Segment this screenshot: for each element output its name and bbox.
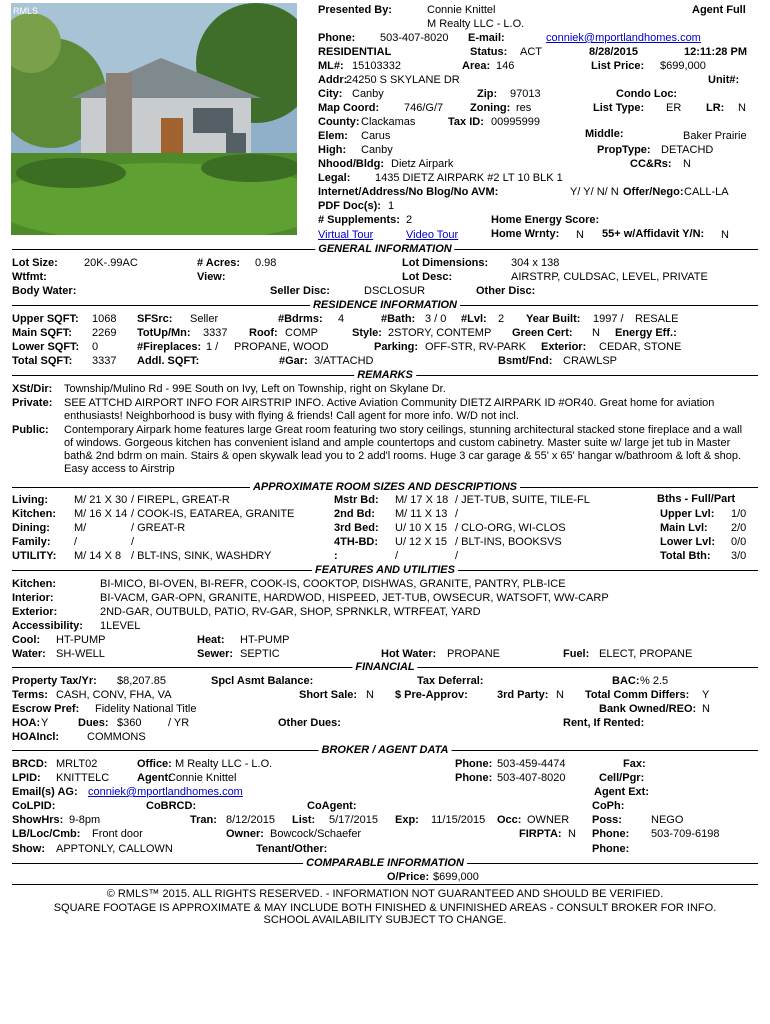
addr-label: Addr: [318, 74, 348, 86]
b-email-link[interactable]: conniek@mportlandhomes.com [88, 786, 243, 798]
room-label: : [334, 550, 338, 562]
section-comparable: COMPARABLE INFORMATION [12, 856, 758, 870]
gar-label: #Gar: [279, 355, 308, 367]
fax-label: Fax: [623, 758, 646, 770]
phone3: 503-709-6198 [651, 828, 720, 840]
phone-label: Phone: [318, 32, 356, 44]
room-size: M/ [74, 522, 87, 534]
time: 12:11:28 PM [684, 46, 747, 58]
room-size: U/ 12 X 15 [395, 536, 447, 548]
tax: 00995999 [491, 116, 540, 128]
room-label: Mstr Bd: [334, 494, 379, 506]
bath-level-value: 2/0 [731, 522, 747, 534]
lpid: KNITTELC [56, 772, 110, 784]
year: 1997 / [593, 313, 624, 325]
tax-def-label: Tax Deferral: [417, 675, 484, 687]
pdf: 1 [388, 200, 395, 212]
agent-full: Agent Full [692, 4, 746, 16]
legal: 1435 DIETZ AIRPARK #2 LT 10 BLK 1 [375, 172, 563, 184]
upper-sqft: 1068 [92, 313, 117, 325]
date: 8/28/2015 [589, 46, 638, 58]
bdrms-label: #Bdrms: [278, 313, 323, 325]
body-water-label: Body Water: [12, 285, 77, 297]
high-label: High: [318, 144, 347, 156]
dues-per: / YR [168, 717, 190, 729]
acres: 0.98 [255, 257, 277, 269]
owner-label: Owner: [226, 828, 264, 840]
style-label: Style: [352, 327, 382, 339]
energy-label: Home Energy Score: [491, 214, 600, 226]
unit-label: Unit#: [708, 74, 740, 86]
presented-by-label: Presented By: [318, 4, 392, 16]
room-desc: / [131, 536, 135, 548]
lvl: 2 [498, 313, 505, 325]
f-kitchen-label: Kitchen: [12, 578, 56, 590]
warranty-label: Home Wrnty: [491, 228, 560, 240]
sfsrc-label: SFSrc: [137, 313, 173, 325]
company: M Realty LLC - L.O. [427, 18, 525, 30]
ml: 15103332 [352, 60, 401, 72]
totup-label: TotUp/Mn: [137, 327, 191, 339]
ccrs-label: CC&Rs: [630, 158, 672, 170]
short-sale-label: Short Sale: [299, 689, 358, 701]
phone: 503-407-8020 [380, 32, 449, 44]
upper-sqft-label: Upper SQFT: [12, 313, 79, 325]
section-rooms: APPROXIMATE ROOM SIZES AND DESCRIPTIONS [12, 480, 758, 494]
zip: 97013 [510, 88, 541, 100]
bath-level-value: 3/0 [731, 550, 747, 562]
showhrs: 9-8pm [69, 814, 101, 826]
section-financial: FINANCIAL [12, 660, 758, 674]
room-desc: / COOK-IS, EATAREA, GRANITE [131, 508, 295, 520]
phone2-label: Phone: [455, 772, 493, 784]
affidavit: N [721, 229, 729, 241]
public-remarks: Contemporary Airpark home features large Great room featuring two story ceilings, stunning architectural stacked stone fireplace and a wall of windows. Gorgeous kitchen has convenient island and ample countertops and custom cabinetry. Master suite w/ large jet tub in Master bath& 2nd bdrm on main. Stairs & open skywalk lead you to 2 add'l rooms. Huge 3 car garage & 55' x 65' hangar w/bathroom & loft & shop. Easy access to Airstrip [64, 424, 743, 475]
xst-label: XSt/Dir: [12, 383, 53, 395]
third-party-label: 3rd Party: [497, 689, 549, 701]
bath-level-label: Main Lvl: [660, 522, 708, 534]
seller-disc-label: Seller Disc: [270, 285, 330, 297]
supp-label: # Supplements: [318, 214, 400, 226]
lot-size-label: Lot Size: [12, 257, 58, 269]
section-general: GENERAL INFORMATION [12, 242, 758, 256]
section-features: FEATURES AND UTILITIES [12, 563, 758, 577]
email-link[interactable]: conniek@mportlandhomes.com [546, 32, 701, 44]
brcd: MRLT02 [56, 758, 98, 770]
room-size: / [395, 550, 399, 562]
room-size: / [74, 536, 78, 548]
escrow: Fidelity National Title [95, 703, 197, 715]
exterior: CEDAR, STONE [599, 341, 682, 353]
supp: 2 [406, 214, 413, 226]
occ: OWNER [527, 814, 570, 826]
area: 146 [496, 60, 515, 72]
room-label: Dining: [12, 522, 50, 534]
other-disc-label: Other Disc: [476, 285, 536, 297]
phone1-label: Phone: [455, 758, 493, 770]
internet: Y/ Y/ N/ N [570, 186, 619, 198]
middle-label: Middle: [585, 128, 624, 140]
photo-label: RMLS [13, 6, 39, 16]
affidavit-label: 55+ w/Affidavit Y/N: [602, 228, 705, 240]
zip-label: Zip: [477, 88, 498, 100]
lbloc-label: LB/Loc/Cmb: [12, 828, 81, 840]
county: Clackamas [361, 116, 416, 128]
condo-label: Condo Loc: [616, 88, 678, 100]
baths-title: Bths - Full/Part [657, 493, 736, 505]
prop-tax-label: Property Tax/Yr: [12, 675, 97, 687]
lpid-label: LPID: [12, 772, 41, 784]
roof: COMP [285, 327, 318, 339]
agent-label: Agent: [137, 772, 172, 784]
parking-label: Parking: [374, 341, 419, 353]
other-dues-label: Other Dues: [278, 717, 341, 729]
room-desc: / BLT-INS, SINK, WASHDRY [131, 550, 272, 562]
oprice-label: O/Price: [387, 871, 430, 883]
brcd-label: BRCD: [12, 758, 48, 770]
bath-level-value: 1/0 [731, 508, 747, 520]
resale: RESALE [635, 313, 679, 325]
residential: RESIDENTIAL [318, 46, 392, 58]
zoning: res [516, 102, 532, 114]
sewer: SEPTIC [240, 648, 280, 660]
office: M Realty LLC - L.O. [175, 758, 273, 770]
bac-label: BAC: [612, 675, 640, 687]
nhood-label: Nhood/Bldg: [318, 158, 384, 170]
list-type-label: List Type: [593, 102, 645, 114]
status-label: Status: [470, 46, 508, 58]
room-size: M/ 11 X 13 [395, 508, 448, 520]
room-label: Family: [12, 536, 51, 548]
b-email-label: Email(s) AG: [12, 786, 78, 798]
energy-eff-label: Energy Eff.: [615, 327, 677, 339]
fireplaces-type: PROPANE, WOOD [234, 341, 329, 353]
wtfmt-label: Wtfmt: [12, 271, 47, 283]
bank-owned-label: Bank Owned/REO: [599, 703, 697, 715]
house-photo [11, 3, 297, 235]
tran-label: Tran: [190, 814, 217, 826]
water: SH-WELL [56, 648, 105, 660]
parking: OFF-STR, RV-PARK [425, 341, 527, 353]
lvl-label: #Lvl: [461, 313, 487, 325]
map-label: Map Coord: [318, 102, 380, 114]
coagent-label: CoAgent: [307, 800, 357, 812]
heat-label: Heat: [197, 634, 225, 646]
room-size: M/ 16 X 14 [74, 508, 128, 520]
gar: 3/ATTACHD [314, 355, 374, 367]
video-tour-link[interactable]: Video Tour [406, 229, 459, 241]
footer-line3: SCHOOL AVAILABILITY SUBJECT TO CHANGE. [263, 914, 507, 926]
short-sale: N [366, 689, 374, 701]
pdf-label: PDF Doc(s): [318, 200, 381, 212]
poss: NEGO [651, 814, 684, 826]
sewer-label: Sewer: [197, 648, 234, 660]
elem-label: Elem: [318, 130, 348, 142]
agent-ext-label: Agent Ext: [594, 786, 649, 798]
fireplaces-label: #Fireplaces: [137, 341, 202, 353]
firpta: N [568, 828, 576, 840]
dues: $360 [117, 717, 142, 729]
roof-label: Roof: [249, 327, 278, 339]
bath-label: #Bath: [381, 313, 416, 325]
bac: % 2.5 [640, 675, 669, 687]
bdrms: 4 [338, 313, 345, 325]
owner: Bowcock/Schaefer [270, 828, 362, 840]
room-desc: / [455, 508, 459, 520]
ccrs: N [683, 158, 691, 170]
cool-label: Cool: [12, 634, 41, 646]
divider [12, 884, 758, 885]
seller-disc: DSCLOSUR [364, 285, 426, 297]
lbloc: Front door [92, 828, 143, 840]
oprice: $699,000 [433, 871, 479, 883]
room-desc: / GREAT-R [131, 522, 186, 534]
totup: 3337 [203, 327, 228, 339]
lr-label: LR: [706, 102, 725, 114]
water-label: Water: [12, 648, 46, 660]
prop-tax: $8,207.85 [117, 675, 166, 687]
section-residence: RESIDENCE INFORMATION [12, 298, 758, 312]
style: 2STORY, CONTEMP [388, 327, 492, 339]
spcl-label: Spcl Asmt Balance: [211, 675, 314, 687]
sfsrc: Seller [190, 313, 219, 325]
list-label: List: [292, 814, 316, 826]
tax-label: Tax ID: [448, 116, 484, 128]
hoaincl: COMMONS [87, 731, 146, 743]
offer: CALL-LA [684, 186, 729, 198]
lower-sqft-label: Lower SQFT: [12, 341, 80, 353]
preapprov-label: $ Pre-Approv: [395, 689, 468, 701]
city-label: City: [318, 88, 343, 100]
main-sqft: 2269 [92, 327, 117, 339]
bath-level-label: Upper Lvl: [660, 508, 715, 520]
lot-size: 20K-.99AC [84, 257, 138, 269]
exp: 11/15/2015 [431, 814, 486, 826]
exp-label: Exp: [395, 814, 419, 826]
escrow-label: Escrow Pref: [12, 703, 80, 715]
f-access-label: Accessibility: [12, 620, 83, 632]
private-label: Private: [12, 397, 53, 409]
cobrcd-label: CoBRCD: [146, 800, 197, 812]
colpid-label: CoLPID: [12, 800, 56, 812]
fireplaces: 1 / [206, 341, 219, 353]
room-desc: / JET-TUB, SUITE, TILE-FL [455, 494, 590, 506]
f-kitchen: BI-MICO, BI-OVEN, BI-REFR, COOK-IS, COOKTOP, DISHWAS, GRANITE, PANTRY, PLB-ICE [100, 578, 566, 590]
phone2: 503-407-8020 [497, 772, 566, 784]
zoning-label: Zoning: [470, 102, 511, 114]
phone1: 503-459-4474 [497, 758, 566, 770]
firpta-label: FIRPTA: [519, 828, 562, 840]
lot-dim: 304 x 138 [511, 257, 560, 269]
cool: HT-PUMP [56, 634, 106, 646]
area-label: Area: [462, 60, 491, 72]
cell-label: Cell/Pgr: [599, 772, 645, 784]
list: 5/17/2015 [329, 814, 378, 826]
hoa: Y [41, 717, 49, 729]
f-exterior: 2ND-GAR, OUTBULD, PATIO, RV-GAR, SHOP, SPRNKLR, WTRFEAT, YARD [100, 606, 481, 618]
office-label: Office: [137, 758, 172, 770]
showhrs-label: ShowHrs: [12, 814, 64, 826]
show-label: Show: [12, 843, 45, 855]
hoaincl-label: HOAIncl: [12, 731, 60, 743]
public-label: Public: [12, 424, 49, 436]
lot-dim-label: Lot Dimensions: [402, 257, 489, 269]
room-label: 2nd Bd: [334, 508, 375, 520]
footer-line2: SQUARE FOOTAGE IS APPROXIMATE & MAY INCLUDE BOTH FINISHED & UNFINISHED AREAS - CONSULT BROKER FOR INFO. [53, 902, 717, 914]
year-label: Year Built: [526, 313, 581, 325]
heat: HT-PUMP [240, 634, 290, 646]
poss-label: Poss: [592, 814, 622, 826]
phone3-label: Phone: [592, 828, 630, 840]
room-size: M/ 14 X 8 [74, 550, 122, 562]
bsmt: CRAWLSP [563, 355, 617, 367]
total-comm-label: Total Comm Differs: [585, 689, 690, 701]
show: APPTONLY, CALLOWN [56, 843, 173, 855]
internet-label: Internet/Address/No Blog/No AVM: [318, 186, 499, 198]
addr: 24250 S SKYLANE DR [346, 74, 460, 86]
f-interior: BI-VACM, GAR-OPN, GRANITE, HARDWOD, HISPEED, JET-TUB, OWSECUR, WATSOFT, WW-CARP [100, 592, 609, 604]
green-label: Green Cert: [512, 327, 573, 339]
xst: Township/Mulino Rd - 99E South on Ivy, Left on Township, right on Skylane Dr. [64, 383, 446, 395]
agent: Connie Knittel [168, 772, 237, 784]
status: ACT [520, 46, 542, 58]
section-broker: BROKER / AGENT DATA [12, 743, 758, 757]
terms-label: Terms: [12, 689, 48, 701]
lot-desc-label: Lot Desc: [402, 271, 453, 283]
room-size: M/ 17 X 18 [395, 494, 449, 506]
lower-sqft: 0 [92, 341, 99, 353]
map: 746/G/7 [404, 102, 444, 114]
bsmt-label: Bsmt/Fnd: [498, 355, 553, 367]
phone4-label: Phone: [592, 843, 630, 855]
coph-label: CoPh: [592, 800, 625, 812]
hoa-label: HOA: [12, 717, 41, 729]
f-access: 1LEVEL [100, 620, 141, 632]
list-price-label: List Price: [591, 60, 645, 72]
bath: 3 / 0 [425, 313, 447, 325]
warranty: N [576, 229, 584, 241]
city: Canby [352, 88, 384, 100]
third-party: N [556, 689, 564, 701]
private-remarks: SEE ATTCHD AIRPORT INFO FOR AIRSTRIP INFO. Active Aviation Community DIETZ AIRPARK ID #OR40. Great home for aviation enthusiasts! Neighborhood is busy with flying & friends! Call agent for more info. W/D not incl. [64, 397, 715, 422]
list-price: $699,000 [660, 60, 706, 72]
fuel-label: Fuel: [563, 648, 590, 660]
room-size: M/ 21 X 30 [74, 494, 128, 506]
bath-level-value: 0/0 [731, 536, 747, 548]
acres-label: # Acres: [197, 257, 241, 269]
high: Canby [361, 144, 393, 156]
occ-label: Occ: [497, 814, 522, 826]
tran: 8/12/2015 [226, 814, 275, 826]
bank-owned: N [702, 703, 710, 715]
main-sqft-label: Main SQFT: [12, 327, 72, 339]
total-comm: Y [702, 689, 710, 701]
total-sqft-label: Total SQFT: [12, 355, 73, 367]
section-remarks: REMARKS [12, 368, 758, 382]
fuel: ELECT, PROPANE [599, 648, 693, 660]
listing-photo [11, 3, 297, 235]
f-exterior-label: Exterior: [12, 606, 58, 618]
total-sqft: 3337 [92, 355, 117, 367]
proptype: DETACHD [661, 144, 714, 156]
room-label: Living: [12, 494, 49, 506]
dues-label: Dues: [78, 717, 109, 729]
lr: N [738, 102, 746, 114]
ml-label: ML#: [318, 60, 344, 72]
room-desc: / FIREPL, GREAT-R [131, 494, 230, 506]
middle: Baker Prairie [683, 130, 747, 142]
nhood: Dietz Airpark [391, 158, 454, 170]
room-label: UTILITY: [12, 550, 57, 562]
offer-label: Offer/Nego: [623, 186, 684, 198]
bath-level-label: Lower Lvl: [660, 536, 716, 548]
virtual-tour-link[interactable]: Virtual Tour [318, 229, 374, 241]
hot-water: PROPANE [447, 648, 500, 660]
bath-level-label: Total Bth: [660, 550, 711, 562]
room-desc: / BLT-INS, BOOKSVS [455, 536, 562, 548]
exterior-label: Exterior: [541, 341, 587, 353]
room-desc: / [455, 550, 459, 562]
room-label: 3rd Bed: [334, 522, 379, 534]
room-label: 4TH-BD: [334, 536, 378, 548]
presented-by: Connie Knittel [427, 4, 496, 16]
elem: Carus [361, 130, 391, 142]
view-label: View: [197, 271, 226, 283]
room-size: U/ 10 X 15 [395, 522, 447, 534]
county-label: County: [318, 116, 360, 128]
green: N [592, 327, 600, 339]
list-type: ER [666, 102, 682, 114]
addl-label: Addl. SQFT: [137, 355, 200, 367]
email-label: E-mail: [468, 32, 505, 44]
lot-desc: AIRSTRP, CULDSAC, LEVEL, PRIVATE [511, 271, 708, 283]
hot-water-label: Hot Water: [381, 648, 437, 660]
footer-line1: © RMLS™ 2015. ALL RIGHTS RESERVED. - INFORMATION NOT GUARANTEED AND SHOULD BE VERIFIED. [106, 888, 664, 900]
room-label: Kitchen: [12, 508, 56, 520]
tenant-label: Tenant/Other: [256, 843, 328, 855]
rent-label: Rent, If Rented: [563, 717, 645, 729]
room-desc: / CLO-ORG, WI-CLOS [455, 522, 566, 534]
f-interior-label: Interior: [12, 592, 54, 604]
legal-label: Legal: [318, 172, 351, 184]
terms: CASH, CONV, FHA, VA [56, 689, 172, 701]
proptype-label: PropType: [597, 144, 651, 156]
